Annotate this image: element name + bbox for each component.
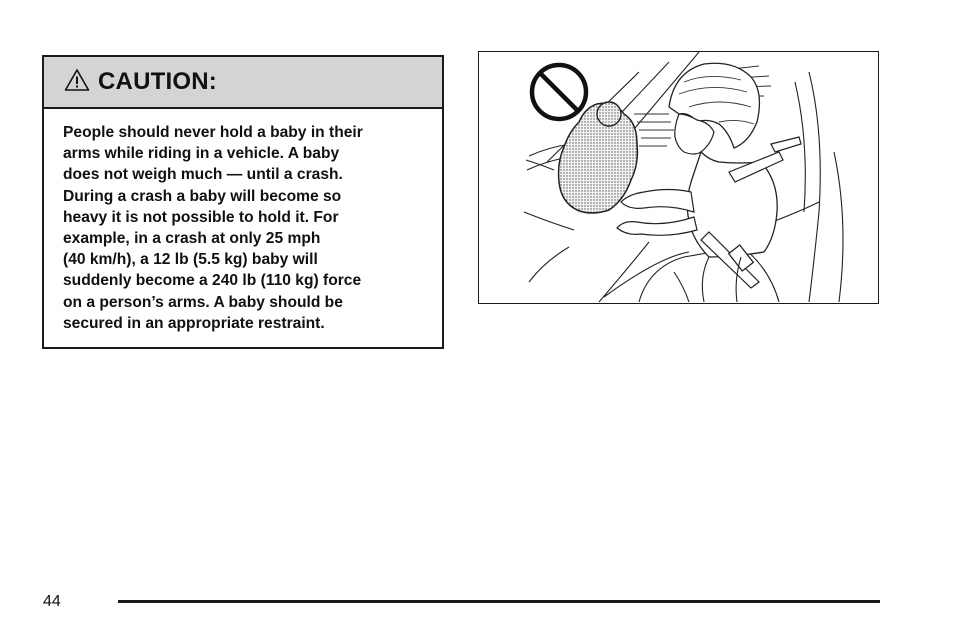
caution-text-line: arms while riding in a vehicle. A baby bbox=[63, 145, 340, 163]
caution-text-line: During a crash a baby will become so bbox=[63, 187, 342, 205]
illustration-drawing bbox=[479, 52, 878, 303]
caution-text-line: (40 km/h), a 12 lb (5.5 kg) baby will bbox=[63, 251, 318, 269]
caution-header bbox=[44, 57, 442, 109]
prohibition-icon bbox=[532, 65, 586, 119]
caution-box bbox=[42, 55, 444, 349]
woman-arm bbox=[621, 190, 694, 213]
baby-head bbox=[597, 102, 621, 126]
footer-rule bbox=[118, 600, 880, 603]
page-number: 44 bbox=[43, 593, 61, 610]
caution-text-line: does not weigh much — until a crash. bbox=[63, 166, 343, 184]
caution-title: CAUTION: bbox=[98, 68, 217, 95]
caution-text-line: suddenly become a 240 lb (110 kg) force bbox=[63, 272, 362, 290]
caution-text bbox=[44, 109, 442, 334]
caution-text-line: example, in a crash at only 25 mph bbox=[63, 230, 321, 248]
woman-forearm bbox=[617, 217, 697, 235]
caution-text-line: heavy it is not possible to hold it. For bbox=[63, 208, 339, 226]
caution-text-line: People should never hold a baby in their bbox=[63, 124, 363, 141]
illustration-baby-held-in-arms bbox=[478, 51, 879, 304]
caution-text-line: secured in an appropriate restraint. bbox=[63, 314, 325, 332]
caution-text-line: on a person’s arms. A baby should be bbox=[63, 293, 343, 311]
warning-triangle-icon bbox=[64, 68, 90, 92]
